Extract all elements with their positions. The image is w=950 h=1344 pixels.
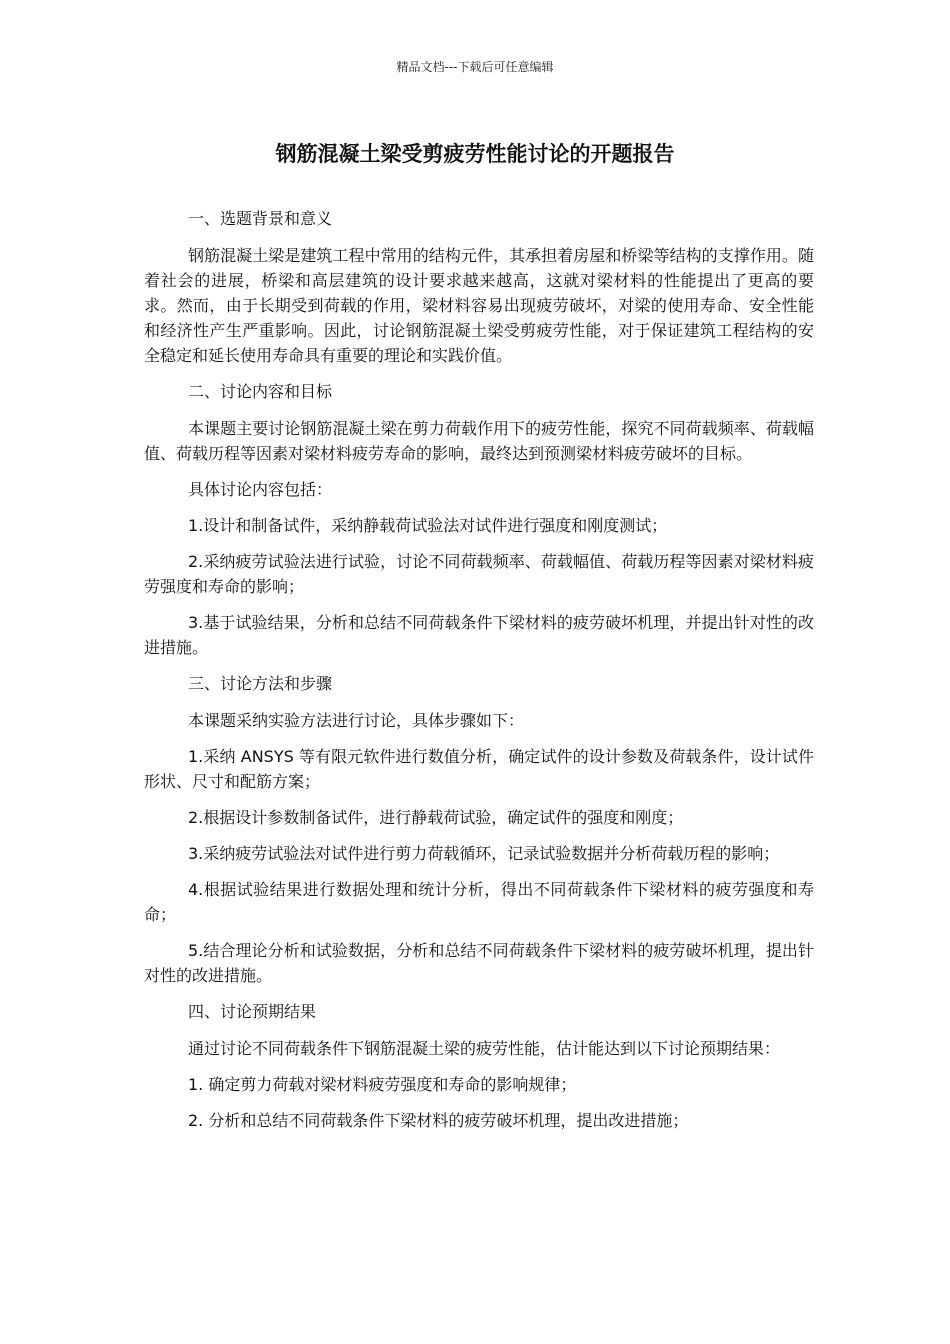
list-item-content-2: 2.采纳疲劳试验法进行试验，讨论不同荷载频率、荷载幅值、荷载历程等因素对梁材料疲劳强度和寿命的影响； [144,552,814,596]
section-heading-2: 二、讨论内容和目标 [188,382,333,401]
list-item-step-2: 2.根据设计参数制备试件，进行静载荷试验，确定试件的强度和刚度； [188,808,684,827]
list-item-result-1: 1. 确定剪力荷载对梁材料疲劳强度和寿命的影响规律； [188,1075,577,1094]
list-item-result-2: 2. 分析和总结不同荷载条件下梁材料的疲劳破坏机理，提出改进措施； [188,1111,689,1130]
section-heading-4: 四、讨论预期结果 [188,1002,317,1021]
paragraph-content-intro: 具体讨论内容包括： [188,480,333,499]
list-item-step-1: 1.采纳 ANSYS 等有限元软件进行数值分析，确定试件的设计参数及荷载条件，设计试件形状、尺寸和配筋方案； [144,747,814,791]
paragraph-method-intro: 本课题采纳实验方法进行讨论，具体步骤如下： [188,711,525,730]
list-item-content-1: 1.设计和制备试件，采纳静载荷试验法对试件进行强度和刚度测试； [188,516,668,535]
section-heading-1: 一、选题背景和意义 [188,209,333,228]
list-item-content-3: 3.基于试验结果，分析和总结不同荷载条件下梁材料的疲劳破坏机理，并提出针对性的改进措施。 [144,613,814,657]
list-item-step-4: 4.根据试验结果进行数据处理和统计分析，得出不同荷载条件下梁材料的疲劳强度和寿命； [144,880,814,924]
paragraph-results-intro: 通过讨论不同荷载条件下钢筋混凝土梁的疲劳性能，估计能达到以下讨论预期结果： [188,1039,781,1058]
paragraph-background: 钢筋混凝土梁是建筑工程中常用的结构元件，其承担着房屋和桥梁等结构的支撑作用。随着社会的进展，桥梁和高层建筑的设计要求越来越高，这就对梁材料的性能提出了更高的要求。然而，由于长期受到荷载的作用，梁材料容易出现疲劳破坏，对梁的使用寿命、安全性能和经济性产生严重影响。因此，讨论钢筋混凝土梁受剪疲劳性能，对于保证建筑工程结构的安全稳定和延长使用寿命具有重要的理论和实践价值。 [144,246,814,365]
list-item-step-3: 3.采纳疲劳试验法对试件进行剪力荷载循环，记录试验数据并分析荷载历程的影响； [188,844,780,863]
section-heading-3: 三、讨论方法和步骤 [188,674,333,693]
document-body [144,206,814,1144]
page-header: 精品文档---下载后可任意编辑 [396,60,554,74]
document-title: 钢筋混凝土梁受剪疲劳性能讨论的开题报告 [275,142,675,166]
paragraph-content-goal: 本课题主要讨论钢筋混凝土梁在剪力荷载作用下的疲劳性能，探究不同荷载频率、荷载幅值、荷载历程等因素对梁材料疲劳寿命的影响，最终达到预测梁材料疲劳破坏的目标。 [144,419,814,463]
list-item-step-5: 5.结合理论分析和试验数据，分析和总结不同荷载条件下梁材料的疲劳破坏机理，提出针对性的改进措施。 [144,941,814,985]
